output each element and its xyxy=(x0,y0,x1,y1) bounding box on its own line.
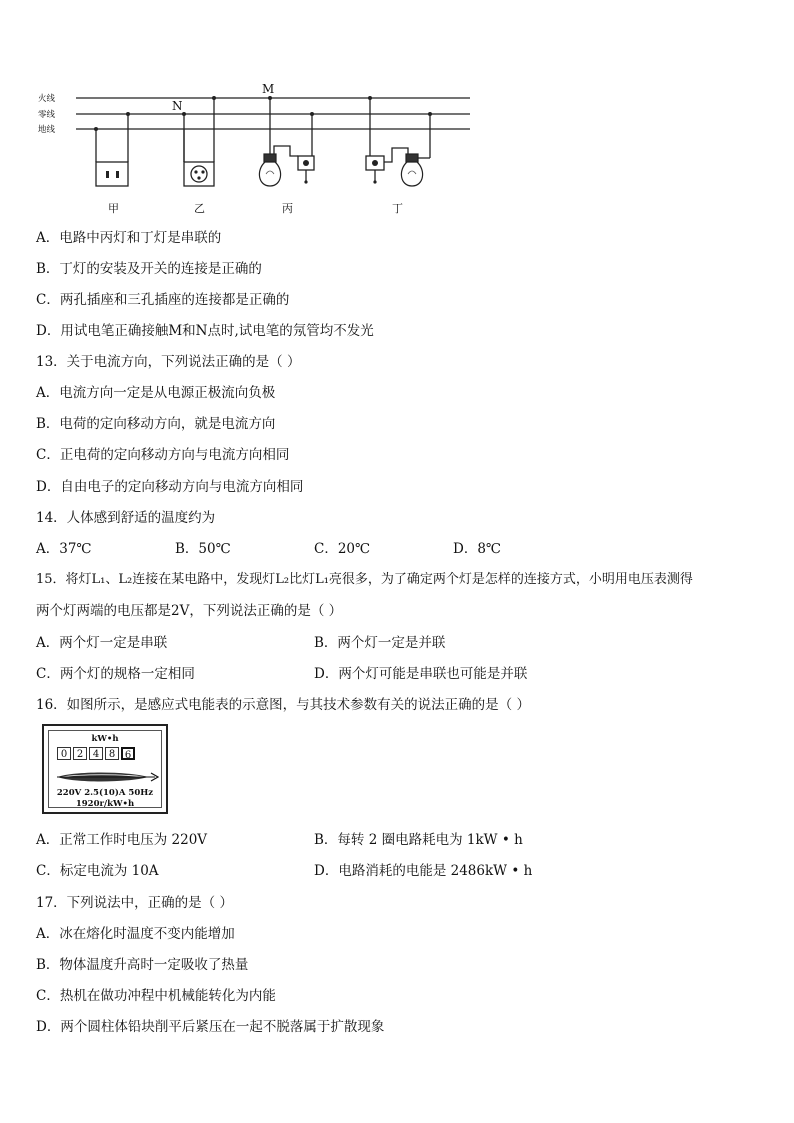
q15-stem-line-2: 两个灯两端的电压都是2V，下列说法正确的是（ ） xyxy=(36,603,343,619)
meter-spec: 220V 2.5(10)A 50Hz xyxy=(56,788,154,798)
earth-wire-label: 地线 xyxy=(38,125,56,135)
live-wire-label: 火线 xyxy=(38,94,56,104)
q16-option-a: A．正常工作时电压为 220V xyxy=(36,832,208,848)
electric-meter-figure xyxy=(42,724,168,814)
household-circuit-diagram xyxy=(36,78,476,220)
point-m-label: M xyxy=(262,82,275,96)
meter-digit: 2 xyxy=(73,747,87,760)
point-n-label: N xyxy=(172,99,183,113)
q15-option-b: B．两个灯一定是并联 xyxy=(314,635,446,651)
q15-option-d: D．两个灯可能是串联也可能是并联 xyxy=(314,666,528,682)
q13-option-a: A．电流方向一定是从电源正极流向负极 xyxy=(36,385,276,401)
q13-option-b: B．电荷的定向移动方向，就是电流方向 xyxy=(36,416,276,432)
meter-disc xyxy=(55,770,159,784)
q13-stem: 13．关于电流方向，下列说法正确的是（ ） xyxy=(36,354,301,370)
meter-revolutions: 1920r/kW•h xyxy=(75,799,135,809)
q17-option-b: B．物体温度升高时一定吸收了热量 xyxy=(36,957,249,973)
q17-option-a: A．冰在熔化时温度不变内能增加 xyxy=(36,926,235,942)
q16-option-b: B．每转 2 圈电路耗电为 1kW • h xyxy=(314,832,523,848)
q12-option-a: A．电路中丙灯和丁灯是串联的 xyxy=(36,230,222,246)
q12-option-b: B．丁灯的安装及开关的连接是正确的 xyxy=(36,261,262,277)
q14-option-c: C．20℃ xyxy=(314,541,371,557)
meter-unit: kW•h xyxy=(91,734,119,744)
meter-digit: 0 xyxy=(57,747,71,760)
q16-option-d: D．电路消耗的电能是 2486kW • h xyxy=(314,863,533,879)
group-yi-label: 乙 xyxy=(194,202,205,215)
meter-frame xyxy=(48,730,162,808)
q16-stem: 16．如图所示，是感应式电能表的示意图，与其技术参数有关的说法正确的是（ ） xyxy=(36,697,530,713)
q15-option-a: A．两个灯一定是串联 xyxy=(36,635,168,651)
neutral-wire-label: 零线 xyxy=(38,110,56,120)
q17-stem: 17．下列说法中，正确的是（ ） xyxy=(36,895,233,911)
q13-option-d: D．自由电子的定向移动方向与电流方向相同 xyxy=(36,479,304,495)
q14-option-b: B．50℃ xyxy=(175,541,231,557)
q17-option-d: D．两个圆柱体铅块削平后紧压在一起不脱落属于扩散现象 xyxy=(36,1019,385,1035)
meter-digit-decimal: 6 xyxy=(121,747,135,760)
q12-option-d: D．用试电笔正确接触M和N点时,试电笔的氖管均不发光 xyxy=(36,323,374,339)
q15-option-c: C．两个灯的规格一定相同 xyxy=(36,666,195,682)
group-bing-label: 丙 xyxy=(282,202,293,215)
q17-option-c: C．热机在做功冲程中机械能转化为内能 xyxy=(36,988,276,1004)
group-jia-label: 甲 xyxy=(108,202,119,215)
group-ding-label: 丁 xyxy=(392,202,403,215)
q12-option-c: C．两孔插座和三孔插座的连接都是正确的 xyxy=(36,292,290,308)
q14-stem: 14．人体感到舒适的温度约为 xyxy=(36,510,216,526)
q14-option-d: D．8℃ xyxy=(453,541,502,557)
q15-stem-line-1: 15．将灯L₁、L₂连接在某电路中，发现灯L₂比灯L₁亮很多，为了确定两个灯是怎样的连接方式，小明用电压表测得 xyxy=(36,572,693,587)
q14-option-a: A．37℃ xyxy=(36,541,92,557)
q13-option-c: C．正电荷的定向移动方向与电流方向相同 xyxy=(36,447,290,463)
q16-option-c: C．标定电流为 10A xyxy=(36,863,159,879)
meter-digits xyxy=(57,747,137,760)
meter-digit: 8 xyxy=(105,747,119,760)
meter-digit: 4 xyxy=(89,747,103,760)
